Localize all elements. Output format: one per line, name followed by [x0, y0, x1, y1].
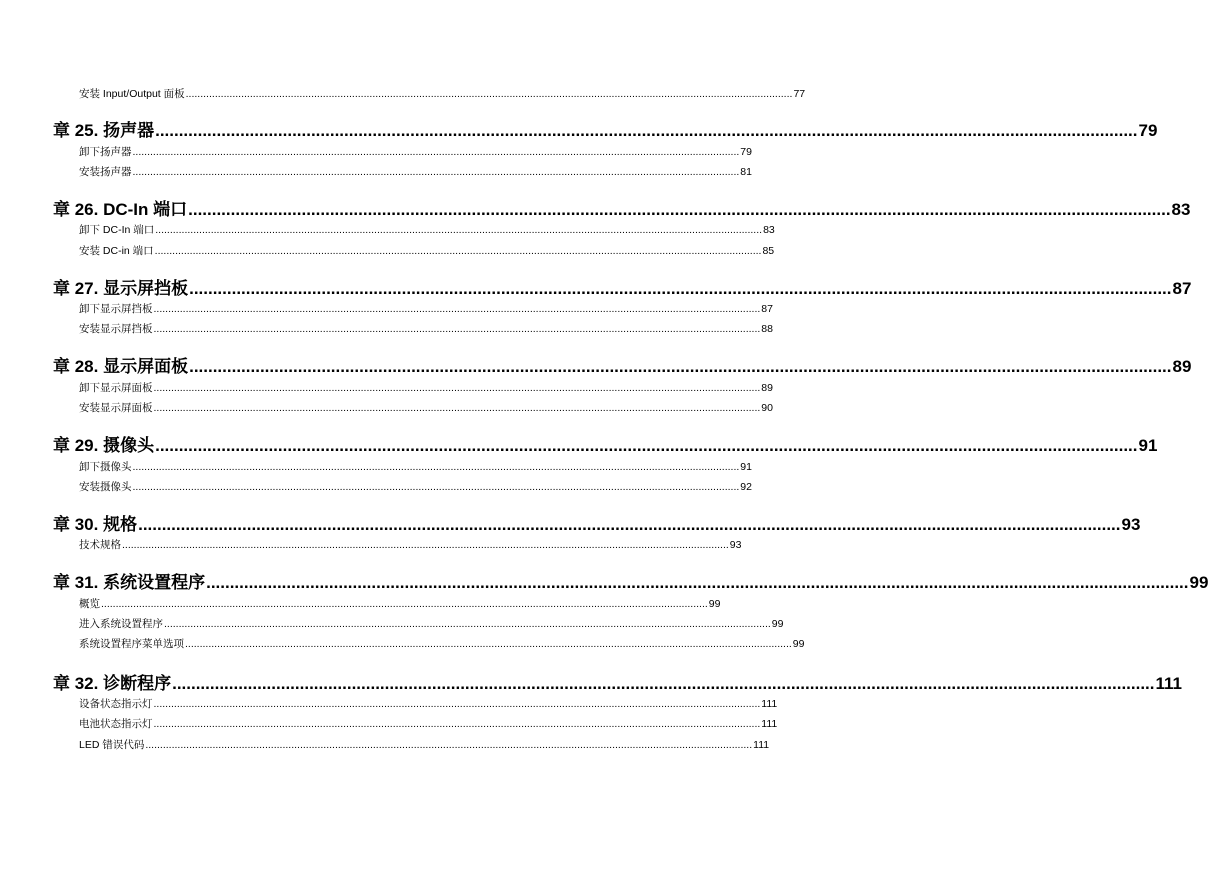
toc-chapter-page: 99	[1189, 573, 1208, 592]
toc-entry-page: 111	[761, 718, 778, 730]
toc-entry-page: 85	[762, 245, 775, 257]
dot-leader: ................................................................................................................................................................................................................	[189, 357, 1172, 376]
toc-entry-page: 99	[792, 638, 805, 650]
toc-chapter-page: 111	[1155, 674, 1183, 693]
toc-entry[interactable]	[79, 696, 778, 712]
dot-leader: ................................................................................................................................................................................................................	[185, 88, 793, 100]
toc-entry-page: 88	[761, 323, 773, 335]
toc-chapter[interactable]	[53, 672, 1183, 696]
toc-entry[interactable]	[79, 86, 806, 102]
toc-chapter[interactable]	[53, 571, 1208, 595]
dot-leader: ................................................................................................................................................................................................................	[138, 515, 1121, 534]
toc-entry[interactable]	[79, 222, 775, 238]
toc-entry-label: 安装摄像头	[79, 481, 132, 493]
dot-leader: ................................................................................................................................................................................................................	[122, 539, 729, 551]
toc-entry-page: 111	[761, 698, 778, 710]
dot-leader: ................................................................................................................................................................................................................	[153, 382, 761, 394]
dot-leader: ................................................................................................................................................................................................................	[189, 279, 1172, 298]
toc-chapter-title: 章 28. 显示屏面板	[53, 357, 189, 376]
dot-leader: ................................................................................................................................................................................................................	[132, 166, 740, 178]
toc-entry[interactable]	[79, 380, 773, 396]
dot-leader: ................................................................................................................................................................................................................	[155, 436, 1138, 455]
toc-entry[interactable]	[79, 616, 784, 632]
dot-leader: ................................................................................................................................................................................................................	[101, 598, 708, 610]
dot-leader: ................................................................................................................................................................................................................	[188, 200, 1171, 219]
toc-chapter[interactable]	[53, 355, 1192, 379]
toc-entry[interactable]	[79, 459, 752, 475]
toc-entry-label: LED 错误代码	[79, 739, 145, 751]
toc-entry-label: 概览	[79, 598, 100, 610]
toc-chapter[interactable]	[53, 277, 1192, 301]
toc-entry-label: 设备状态指示灯	[79, 698, 153, 710]
dot-leader: ................................................................................................................................................................................................................	[145, 739, 753, 751]
toc-chapter-title: 章 26. DC-In 端口	[53, 200, 188, 219]
toc-entry[interactable]	[79, 301, 773, 317]
toc-entry[interactable]	[79, 144, 752, 160]
toc-entry[interactable]	[79, 636, 805, 652]
toc-entry-label: 卸下扬声器	[79, 146, 132, 158]
dot-leader: ................................................................................................................................................................................................................	[164, 618, 771, 630]
dot-leader: ................................................................................................................................................................................................................	[153, 718, 761, 730]
dot-leader: ................................................................................................................................................................................................................	[132, 146, 740, 158]
dot-leader: ................................................................................................................................................................................................................	[153, 323, 761, 335]
dot-leader: ................................................................................................................................................................................................................	[172, 674, 1155, 693]
toc-chapter-page: 83	[1171, 200, 1191, 219]
toc-entry[interactable]	[79, 479, 752, 495]
toc-entry-label: 卸下显示屏面板	[79, 382, 153, 394]
toc-entry-page: 93	[729, 539, 742, 551]
toc-entry-page: 79	[740, 146, 752, 158]
toc-entry-page: 77	[793, 88, 806, 100]
dot-leader: ................................................................................................................................................................................................................	[132, 461, 740, 473]
toc-chapter-title: 章 32. 诊断程序	[53, 674, 172, 693]
toc-entry-page: 99	[708, 598, 721, 610]
toc-chapter-page: 89	[1172, 357, 1192, 376]
toc-chapter[interactable]	[53, 119, 1158, 143]
dot-leader: ................................................................................................................................................................................................................	[206, 573, 1189, 592]
toc-entry-page: 90	[761, 402, 773, 414]
toc-entry-page: 91	[740, 461, 752, 473]
toc-entry-label: 系统设置程序菜单选项	[79, 638, 184, 650]
toc-chapter-page: 93	[1121, 515, 1141, 534]
toc-entry[interactable]	[79, 243, 775, 259]
toc-entry-page: 83	[763, 224, 775, 236]
toc-entry-label: 卸下 DC-In 端口	[79, 224, 155, 236]
dot-leader: ................................................................................................................................................................................................................	[185, 638, 792, 650]
toc-entry-label: 卸下显示屏挡板	[79, 303, 153, 315]
toc-chapter[interactable]	[53, 513, 1141, 537]
toc-entry-page: 81	[740, 166, 752, 178]
toc-entry-label: 安装显示屏面板	[79, 402, 153, 414]
toc-entry-label: 卸下摄像头	[79, 461, 132, 473]
toc-entry-label: 电池状态指示灯	[79, 718, 153, 730]
toc-chapter-title: 章 29. 摄像头	[53, 436, 155, 455]
dot-leader: ................................................................................................................................................................................................................	[132, 481, 740, 493]
toc-entry[interactable]	[79, 737, 770, 753]
toc-chapter-page: 91	[1138, 436, 1158, 455]
toc-entry-page: 87	[761, 303, 773, 315]
toc-entry[interactable]	[79, 321, 773, 337]
toc-entry[interactable]	[79, 716, 778, 732]
toc-entry-page: 111	[753, 739, 770, 751]
toc-chapter-title: 章 27. 显示屏挡板	[53, 279, 189, 298]
toc-entry-label: 技术规格	[79, 539, 121, 551]
toc-chapter[interactable]	[53, 434, 1158, 458]
toc-entry[interactable]	[79, 596, 721, 612]
toc-entry-page: 99	[771, 618, 784, 630]
toc-chapter-title: 章 30. 规格	[53, 515, 138, 534]
toc-entry-label: 安装扬声器	[79, 166, 132, 178]
dot-leader: ................................................................................................................................................................................................................	[153, 303, 761, 315]
toc-entry[interactable]	[79, 537, 742, 553]
toc-chapter-page: 87	[1172, 279, 1192, 298]
toc-entry-label: 进入系统设置程序	[79, 618, 163, 630]
toc-chapter-page: 79	[1138, 121, 1158, 140]
dot-leader: ................................................................................................................................................................................................................	[155, 121, 1138, 140]
toc-entry[interactable]	[79, 400, 773, 416]
toc-chapter-title: 章 25. 扬声器	[53, 121, 155, 140]
dot-leader: ................................................................................................................................................................................................................	[153, 698, 761, 710]
toc-entry-page: 92	[740, 481, 752, 493]
toc-entry[interactable]	[79, 164, 752, 180]
dot-leader: ................................................................................................................................................................................................................	[154, 245, 762, 257]
dot-leader: ................................................................................................................................................................................................................	[153, 402, 761, 414]
toc-entry-label: 安装显示屏挡板	[79, 323, 153, 335]
dot-leader: ................................................................................................................................................................................................................	[155, 224, 763, 236]
toc-chapter[interactable]	[53, 198, 1191, 222]
toc-entry-label: 安装 DC-in 端口	[79, 245, 154, 257]
toc-entry-label: 安装 Input/Output 面板	[79, 88, 185, 100]
toc-chapter-title: 章 31. 系统设置程序	[53, 573, 206, 592]
toc-entry-page: 89	[761, 382, 773, 394]
